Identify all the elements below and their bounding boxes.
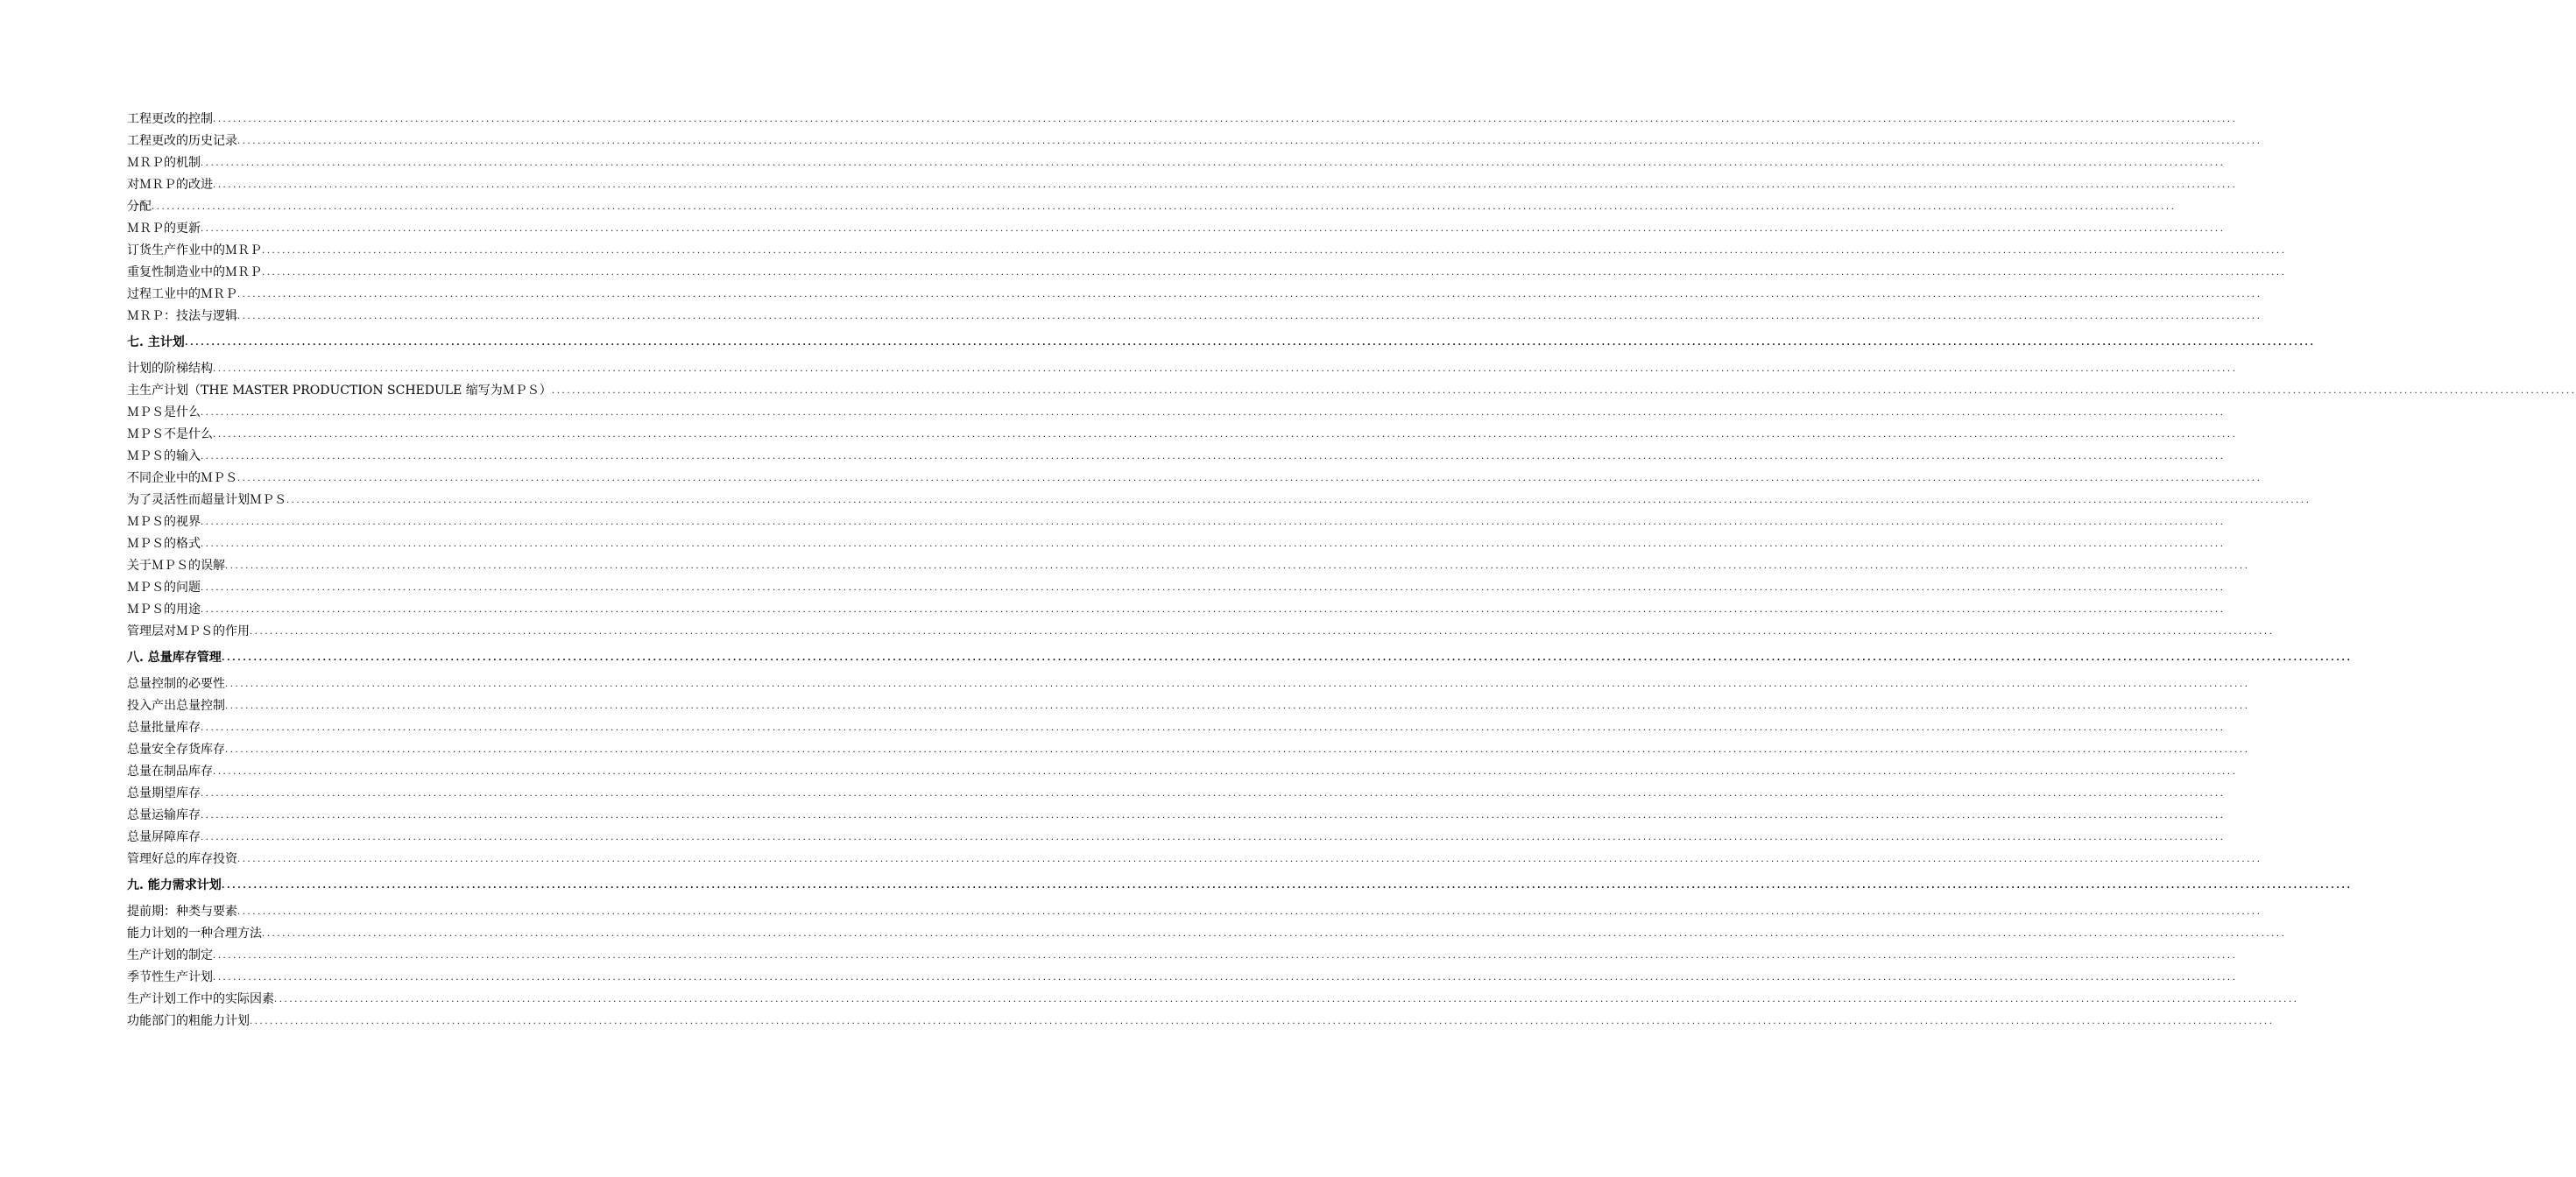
toc-entry[interactable]	[127, 306, 2262, 328]
toc-entry[interactable]	[127, 380, 2576, 402]
toc-entry-text: ＭＰＳ的格式	[127, 537, 201, 551]
toc-entry[interactable]	[127, 783, 2226, 805]
toc-entry-text: 功能部门的粗能力计划	[127, 1014, 250, 1028]
toc-entry-text: 关于ＭＰＳ的误解	[127, 559, 225, 573]
toc-dot-leader: ................................................................................................................................................................................................................................................................................................................................................................................................................	[213, 364, 2238, 374]
toc-entry-text: 计划的阶梯结构	[127, 362, 213, 376]
toc-entry[interactable]	[127, 196, 2177, 218]
toc-entry-text: 总量在制品库存	[127, 765, 213, 779]
toc-dot-leader: ................................................................................................................................................................................................................................................................................................................................................................................................................	[201, 723, 2226, 733]
toc-dot-leader: ................................................................................................................................................................................................................................................................................................................................................................................................................	[213, 973, 2238, 983]
toc-entry[interactable]	[127, 945, 2238, 967]
toc-dot-leader: ................................................................................................................................................................................................................................................................................................................................................................................................................	[237, 474, 2262, 483]
toc-dot-leader: ................................................................................................................................................................................................................................................................................................................................................................................................................	[225, 701, 2250, 711]
toc-entry[interactable]	[127, 695, 2250, 717]
toc-dot-leader: ................................................................................................................................................................................................................................................................................................................................................................................................................	[201, 811, 2226, 821]
toc-dot-leader: ................................................................................................................................................................................................................................................................................................................................................................................................................	[250, 627, 2275, 637]
toc-entry-text: 不同企业中的ＭＰＳ	[127, 471, 237, 485]
toc-dot-leader: ................................................................................................................................................................................................................................................................................................................................................................................................................	[225, 680, 2250, 689]
toc-entry-text: ＭＰＳ不是什么	[127, 427, 213, 441]
toc-dot-leader: ................................................................................................................................................................................................................................................................................................................................................................................................................	[201, 452, 2226, 462]
toc-dot-leader: ................................................................................................................................................................................................................................................................................................................................................................................................................	[222, 881, 2353, 891]
toc-entry[interactable]	[127, 621, 2275, 643]
toc-entry[interactable]	[127, 555, 2250, 577]
table-of-contents	[127, 109, 2576, 1033]
toc-entry-text: 总量批量库存	[127, 721, 201, 735]
toc-entry-text: 对ＭＲＰ的改进	[127, 178, 213, 192]
toc-dot-leader: ................................................................................................................................................................................................................................................................................................................................................................................................................	[185, 338, 2316, 348]
toc-entry-text: ＭＰＳ的用途	[127, 603, 201, 617]
toc-dot-leader: ................................................................................................................................................................................................................................................................................................................................................................................................................	[262, 246, 2287, 256]
toc-entry[interactable]	[127, 424, 2238, 446]
toc-entry-text: ＭＲＰ：技法与逻辑	[127, 309, 237, 323]
toc-dot-leader: ................................................................................................................................................................................................................................................................................................................................................................................................................	[201, 159, 2226, 168]
toc-chapter-heading[interactable]	[127, 647, 2353, 669]
toc-entry-text: 工程更改的历史记录	[127, 134, 237, 148]
toc-entry[interactable]	[127, 805, 2226, 827]
toc-entry[interactable]	[127, 901, 2262, 923]
toc-dot-leader: ................................................................................................................................................................................................................................................................................................................................................................................................................	[262, 929, 2287, 939]
toc-chapter-heading[interactable]	[127, 875, 2353, 897]
toc-dot-leader: ................................................................................................................................................................................................................................................................................................................................................................................................................	[237, 855, 2262, 864]
toc-entry-text: 订货生产作业中的ＭＲＰ	[127, 243, 262, 257]
toc-entry-text: 管理好总的库存投资	[127, 852, 237, 866]
toc-entry[interactable]	[127, 967, 2238, 989]
toc-entry[interactable]	[127, 827, 2226, 849]
toc-entry-text: ＭＰＳ的视界	[127, 515, 201, 529]
toc-entry-text: 季节性生产计划	[127, 970, 213, 984]
toc-entry[interactable]	[127, 402, 2226, 424]
toc-dot-leader: ................................................................................................................................................................................................................................................................................................................................................................................................................	[201, 518, 2226, 527]
toc-entry-text: 七. 主计划	[127, 335, 185, 349]
toc-dot-leader: ................................................................................................................................................................................................................................................................................................................................................................................................................	[213, 951, 2238, 961]
toc-dot-leader: ................................................................................................................................................................................................................................................................................................................................................................................................................	[201, 605, 2226, 615]
toc-entry-text: 分配	[127, 200, 152, 214]
toc-entry[interactable]	[127, 923, 2287, 945]
toc-dot-leader: ................................................................................................................................................................................................................................................................................................................................................................................................................	[250, 1017, 2275, 1026]
toc-entry-text: 主生产计划（THE MASTER PRODUCTION SCHEDULE 缩写为ＭＰＳ）	[127, 384, 552, 398]
toc-dot-leader: ................................................................................................................................................................................................................................................................................................................................................................................................................	[225, 745, 2250, 755]
toc-dot-leader: ................................................................................................................................................................................................................................................................................................................................................................................................................	[201, 224, 2226, 234]
toc-dot-leader: ................................................................................................................................................................................................................................................................................................................................................................................................................	[201, 583, 2226, 593]
toc-entry[interactable]	[127, 577, 2226, 599]
toc-dot-leader: ................................................................................................................................................................................................................................................................................................................................................................................................................	[213, 115, 2238, 124]
toc-entry-text: 总量安全存货库存	[127, 743, 225, 757]
toc-entry-text: 重复性制造业中的ＭＲＰ	[127, 265, 262, 279]
toc-dot-leader: ................................................................................................................................................................................................................................................................................................................................................................................................................	[201, 833, 2226, 842]
toc-entry-text: ＭＰＳ的输入	[127, 449, 201, 463]
toc-entry[interactable]	[127, 284, 2262, 306]
toc-entry[interactable]	[127, 130, 2262, 152]
toc-entry-text: 生产计划的制定	[127, 948, 213, 962]
toc-entry-text: 总量期望库存	[127, 786, 201, 800]
toc-entry[interactable]	[127, 849, 2262, 870]
toc-entry-text: ＭＲＰ的机制	[127, 156, 201, 170]
toc-dot-leader: ................................................................................................................................................................................................................................................................................................................................................................................................................	[213, 430, 2238, 440]
toc-chapter-heading[interactable]	[127, 332, 2316, 354]
toc-entry-text: 提前期：种类与要素	[127, 905, 237, 919]
toc-dot-leader: ................................................................................................................................................................................................................................................................................................................................................................................................................	[152, 202, 2177, 212]
toc-entry-text: 过程工业中的ＭＲＰ	[127, 287, 237, 301]
toc-entry-text: 生产计划工作中的实际因素	[127, 992, 274, 1006]
toc-entry[interactable]	[127, 1011, 2275, 1033]
toc-entry[interactable]	[127, 761, 2238, 783]
toc-entry[interactable]	[127, 673, 2250, 695]
toc-entry-text: 能力计划的一种合理方法	[127, 927, 262, 941]
toc-entry[interactable]	[127, 174, 2238, 196]
toc-entry[interactable]	[127, 533, 2226, 555]
toc-entry-text: 总量屏障库存	[127, 830, 201, 844]
toc-entry[interactable]	[127, 240, 2287, 262]
toc-dot-leader: ................................................................................................................................................................................................................................................................................................................................................................................................................	[213, 180, 2238, 190]
toc-dot-leader: ................................................................................................................................................................................................................................................................................................................................................................................................................	[237, 290, 2262, 300]
toc-entry[interactable]	[127, 739, 2250, 761]
toc-dot-leader: ................................................................................................................................................................................................................................................................................................................................................................................................................	[213, 767, 2238, 777]
toc-entry-text: 投入产出总量控制	[127, 699, 225, 713]
toc-dot-leader: ................................................................................................................................................................................................................................................................................................................................................................................................................	[552, 386, 2576, 396]
toc-entry-text: 为了灵活性而超量计划ＭＰＳ	[127, 493, 286, 507]
toc-dot-leader: ................................................................................................................................................................................................................................................................................................................................................................................................................	[237, 907, 2262, 917]
toc-entry[interactable]	[127, 511, 2226, 533]
toc-dot-leader: ................................................................................................................................................................................................................................................................................................................................................................................................................	[225, 561, 2250, 571]
toc-dot-leader: ................................................................................................................................................................................................................................................................................................................................................................................................................	[201, 539, 2226, 549]
toc-dot-leader: ................................................................................................................................................................................................................................................................................................................................................................................................................	[237, 312, 2262, 321]
toc-dot-leader: ................................................................................................................................................................................................................................................................................................................................................................................................................	[201, 408, 2226, 418]
toc-entry-text: 管理层对ＭＰＳ的作用	[127, 624, 250, 638]
toc-entry[interactable]	[127, 109, 2238, 130]
toc-entry[interactable]	[127, 218, 2226, 240]
toc-entry[interactable]	[127, 490, 2311, 511]
toc-entry-text: 工程更改的控制	[127, 112, 213, 126]
toc-entry[interactable]	[127, 468, 2262, 490]
toc-entry[interactable]	[127, 152, 2226, 174]
toc-dot-leader: ................................................................................................................................................................................................................................................................................................................................................................................................................	[237, 137, 2262, 146]
toc-dot-leader: ................................................................................................................................................................................................................................................................................................................................................................................................................	[286, 496, 2311, 505]
toc-dot-leader: ................................................................................................................................................................................................................................................................................................................................................................................................................	[274, 995, 2299, 1004]
toc-entry[interactable]	[127, 717, 2226, 739]
toc-dot-leader: ................................................................................................................................................................................................................................................................................................................................................................................................................	[262, 268, 2287, 278]
toc-entry-text: 总量运输库存	[127, 808, 201, 822]
toc-entry-text: 八. 总量库存管理	[127, 651, 222, 665]
toc-entry-text: ＭＰＳ是什么	[127, 405, 201, 419]
toc-entry[interactable]	[127, 262, 2287, 284]
toc-entry-text: 九. 能力需求计划	[127, 878, 222, 892]
toc-dot-leader: ................................................................................................................................................................................................................................................................................................................................................................................................................	[222, 653, 2353, 663]
toc-entry-text: ＭＲＰ的更新	[127, 222, 201, 236]
toc-entry-text: ＭＰＳ的问题	[127, 581, 201, 595]
toc-entry[interactable]	[127, 989, 2299, 1011]
toc-dot-leader: ................................................................................................................................................................................................................................................................................................................................................................................................................	[201, 789, 2226, 799]
toc-entry-text: 总量控制的必要性	[127, 677, 225, 691]
toc-entry[interactable]	[127, 599, 2226, 621]
toc-entry[interactable]	[127, 446, 2226, 468]
toc-entry[interactable]	[127, 358, 2238, 380]
